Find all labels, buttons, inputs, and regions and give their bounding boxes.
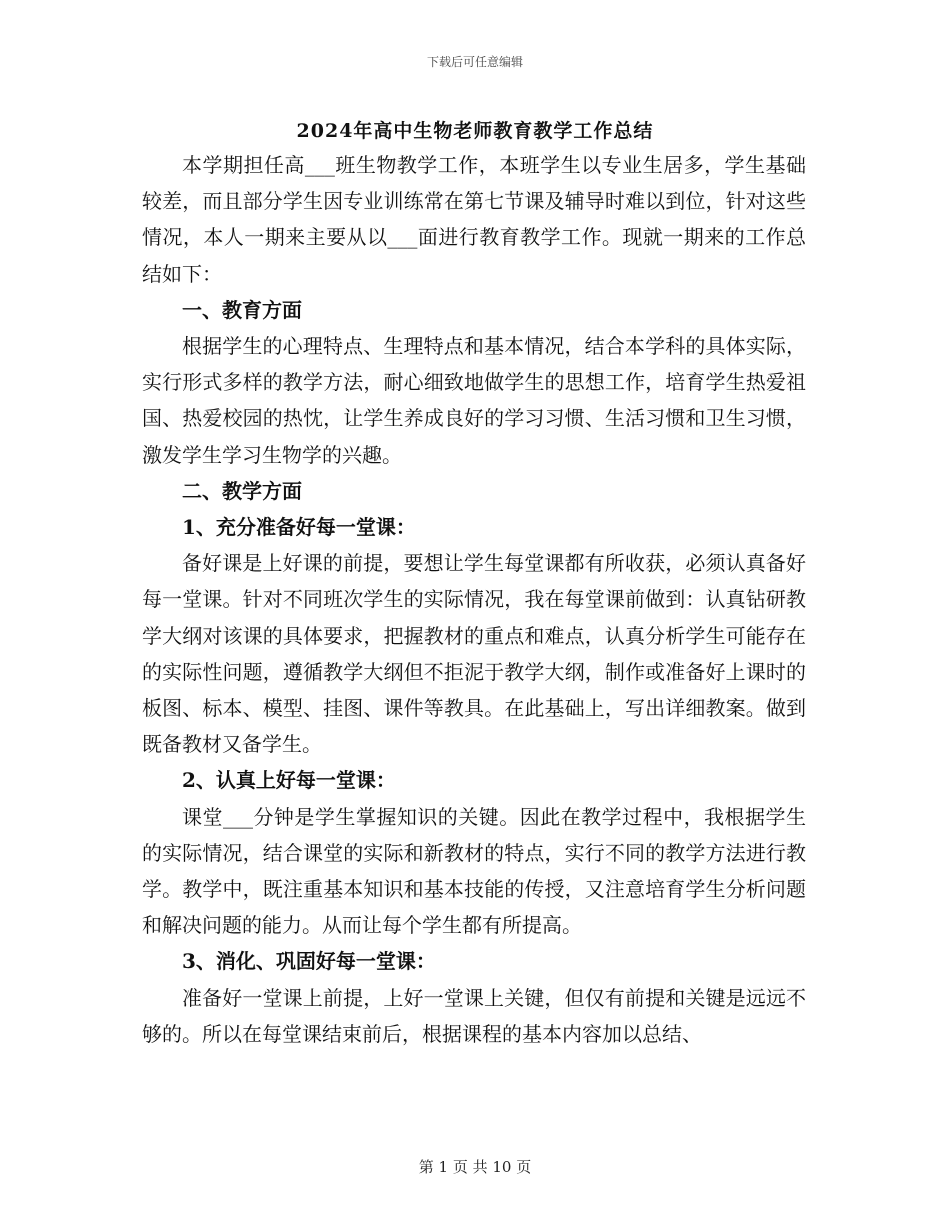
document-title: 2024年高中生物老师教育教学工作总结 <box>296 120 654 142</box>
section-heading-teaching: 二、教学方面 <box>182 478 302 503</box>
intro-paragraph: 本学期担任高___班生物教学工作，本班学生以专业生居多，学生基础较差，而且部分学生因专业训练常在第七节课及辅导时难以到位，针对这些情况，本人一期来主要从以___面进行教育教学工作。现就一期来的工作总结如下： <box>142 153 806 286</box>
section-heading-education: 一、教育方面 <box>182 297 302 322</box>
document-body <box>142 147 806 1052</box>
subheading-prepare-lessons: 1、充分准备好每一堂课： <box>182 515 416 540</box>
teach-lessons-paragraph: 课堂___分钟是学生掌握知识的关键。因此在教学过程中，我根据学生的实际情况，结合课堂的实际和新教材的特点，实行不同的教学方法进行教学。教学中，既注重基本知识和基本技能的传授，又注意培育学生分析问题和解决问题的能力。从而让每个学生都有所提高。 <box>142 804 806 938</box>
header-note: 下载后可任意编辑 <box>426 55 523 69</box>
consolidate-lessons-paragraph: 准备好一堂课上前提，上好一堂课上关键，但仅有前提和关键是远远不够的。所以在每堂课结束前后，根据课程的基本内容加以总结、 <box>142 985 806 1046</box>
page-footer: 第 1 页 共 10 页 <box>418 1158 532 1176</box>
prepare-lessons-paragraph: 备好课是上好课的前提，要想让学生每堂课都有所收获，必须认真备好每一堂课。针对不同班次学生的实际情况，我在每堂课前做到：认真钻研教学大纲对该课的具体要求，把握教材的重点和难点，认真分析学生可能存在的实际性问题，遵循教学大纲但不拒泥于教学大纲，制作或准备好上课时的板图、标本、模型、挂图、课件等教具。在此基础上，写出详细教案。做到既备教材又备学生。 <box>142 551 806 757</box>
education-paragraph: 根据学生的心理特点、生理特点和基本情况，结合本学科的具体实际，实行形式多样的教学方法，耐心细致地做学生的思想工作，培育学生热爱祖国、热爱校园的热忱，让学生养成良好的学习习惯、生活习惯和卫生习惯，激发学生学习生物学的兴趣。 <box>142 334 806 467</box>
subheading-consolidate-lessons: 3、消化、巩固好每一堂课： <box>182 949 436 974</box>
subheading-teach-lessons: 2、认真上好每一堂课： <box>182 768 396 793</box>
